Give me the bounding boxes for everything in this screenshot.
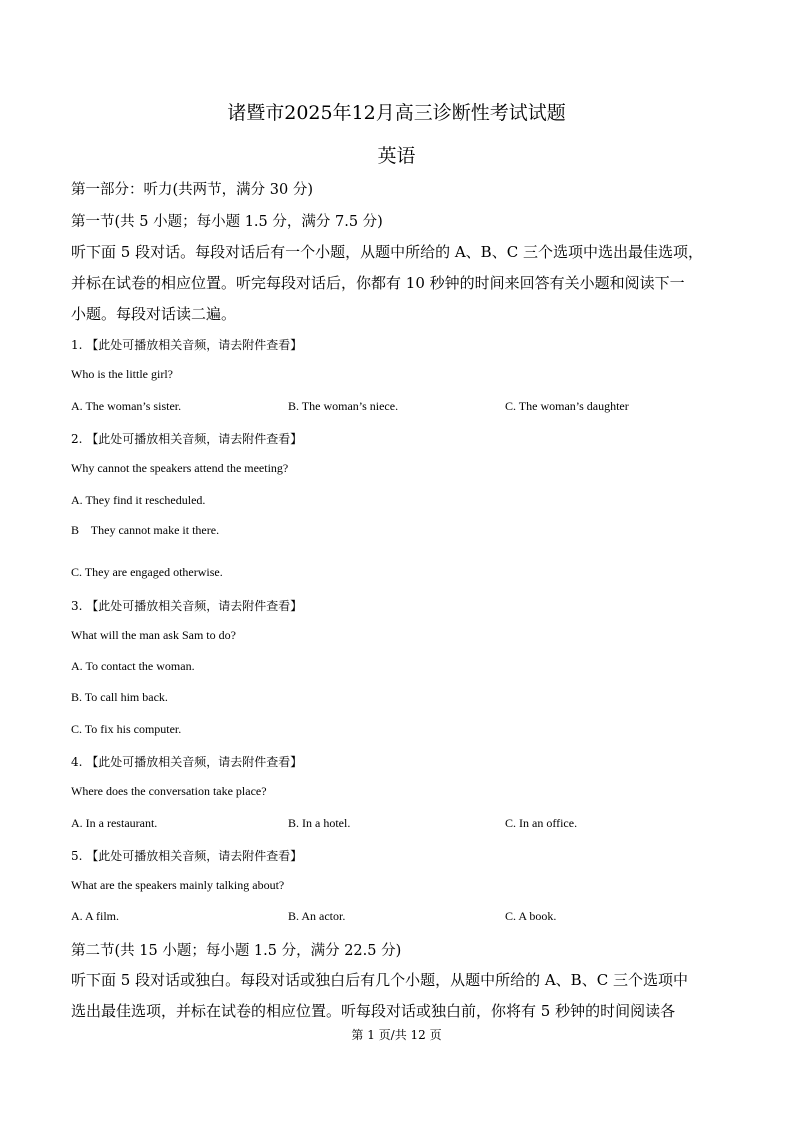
page-footer: 第 1 页/共 12 页: [351, 1028, 442, 1042]
question-1-stem: Who is the little girl?: [71, 367, 173, 381]
question-3-option-a: A. To contact the woman.: [71, 659, 195, 673]
question-1-option-a: A. The woman’s sister.: [71, 399, 182, 413]
section2-heading: 第二节(共 15 小题；每小题 1.5 分，满分 22.5 分): [71, 943, 402, 959]
question-1-option-b: B. The woman’s niece.: [288, 399, 399, 413]
exam-subject: 英语: [377, 145, 416, 167]
exam-title: 诸暨市2025年12月高三诊断性考试试题: [227, 102, 566, 124]
question-2-option-c: C. They are engaged otherwise.: [71, 565, 223, 579]
question-4-option-b: B. In a hotel.: [288, 816, 351, 830]
question-4-audio-link[interactable]: 4. 【此处可播放相关音频，请去附件查看】: [71, 755, 303, 769]
section1-instruction-line: 并标在试卷的相应位置。听完每段对话后，你都有 10 秒钟的时间来回答有关小题和阅读下一: [71, 274, 685, 292]
question-4-option-a: A. In a restaurant.: [71, 816, 158, 830]
question-5-option-b: B. An actor.: [288, 909, 346, 923]
question-5-audio-link[interactable]: 5. 【此处可播放相关音频，请去附件查看】: [71, 849, 303, 863]
question-2-stem: Why cannot the speakers attend the meeting?: [71, 461, 289, 475]
question-4-option-c: C. In an office.: [505, 816, 578, 830]
question-3-stem: What will the man ask Sam to do?: [71, 628, 236, 642]
section2-instruction-line: 听下面 5 段对话或独白。每段对话或独白后有几个小题，从题中所给的 A、B、C 三个选项中: [71, 971, 688, 989]
question-1-audio-link[interactable]: 1. 【此处可播放相关音频，请去附件查看】: [71, 338, 303, 352]
question-2-option-a: A. They find it rescheduled.: [71, 493, 206, 507]
question-5-option-a: A. A film.: [71, 909, 120, 923]
question-2-audio-link[interactable]: 2. 【此处可播放相关音频，请去附件查看】: [71, 432, 303, 446]
question-3-option-c: C. To fix his computer.: [71, 722, 182, 736]
question-3-audio-link[interactable]: 3. 【此处可播放相关音频，请去附件查看】: [71, 599, 303, 613]
section1-heading: 第一节(共 5 小题；每小题 1.5 分，满分 7.5 分): [71, 214, 383, 230]
question-2-option-b: B They cannot make it there.: [71, 523, 220, 537]
question-4-stem: Where does the conversation take place?: [71, 784, 267, 798]
part1-heading: 第一部分：听力(共两节，满分 30 分): [71, 182, 313, 198]
question-1-option-c: C. The woman’s daughter: [505, 399, 629, 413]
question-5-stem: What are the speakers mainly talking about?: [71, 878, 285, 892]
section2-instruction-line: 选出最佳选项，并标在试卷的相应位置。听每段对话或独白前，你将有 5 秒钟的时间阅读各: [71, 1002, 676, 1020]
section1-instruction-line: 小题。每段对话读二遍。: [71, 305, 237, 323]
question-3-option-b: B. To call him back.: [71, 690, 168, 704]
question-5-option-c: C. A book.: [505, 909, 557, 923]
section1-instruction-line: 听下面 5 段对话。每段对话后有一个小题，从题中所给的 A、B、C 三个选项中选出最佳选项，: [71, 243, 703, 261]
